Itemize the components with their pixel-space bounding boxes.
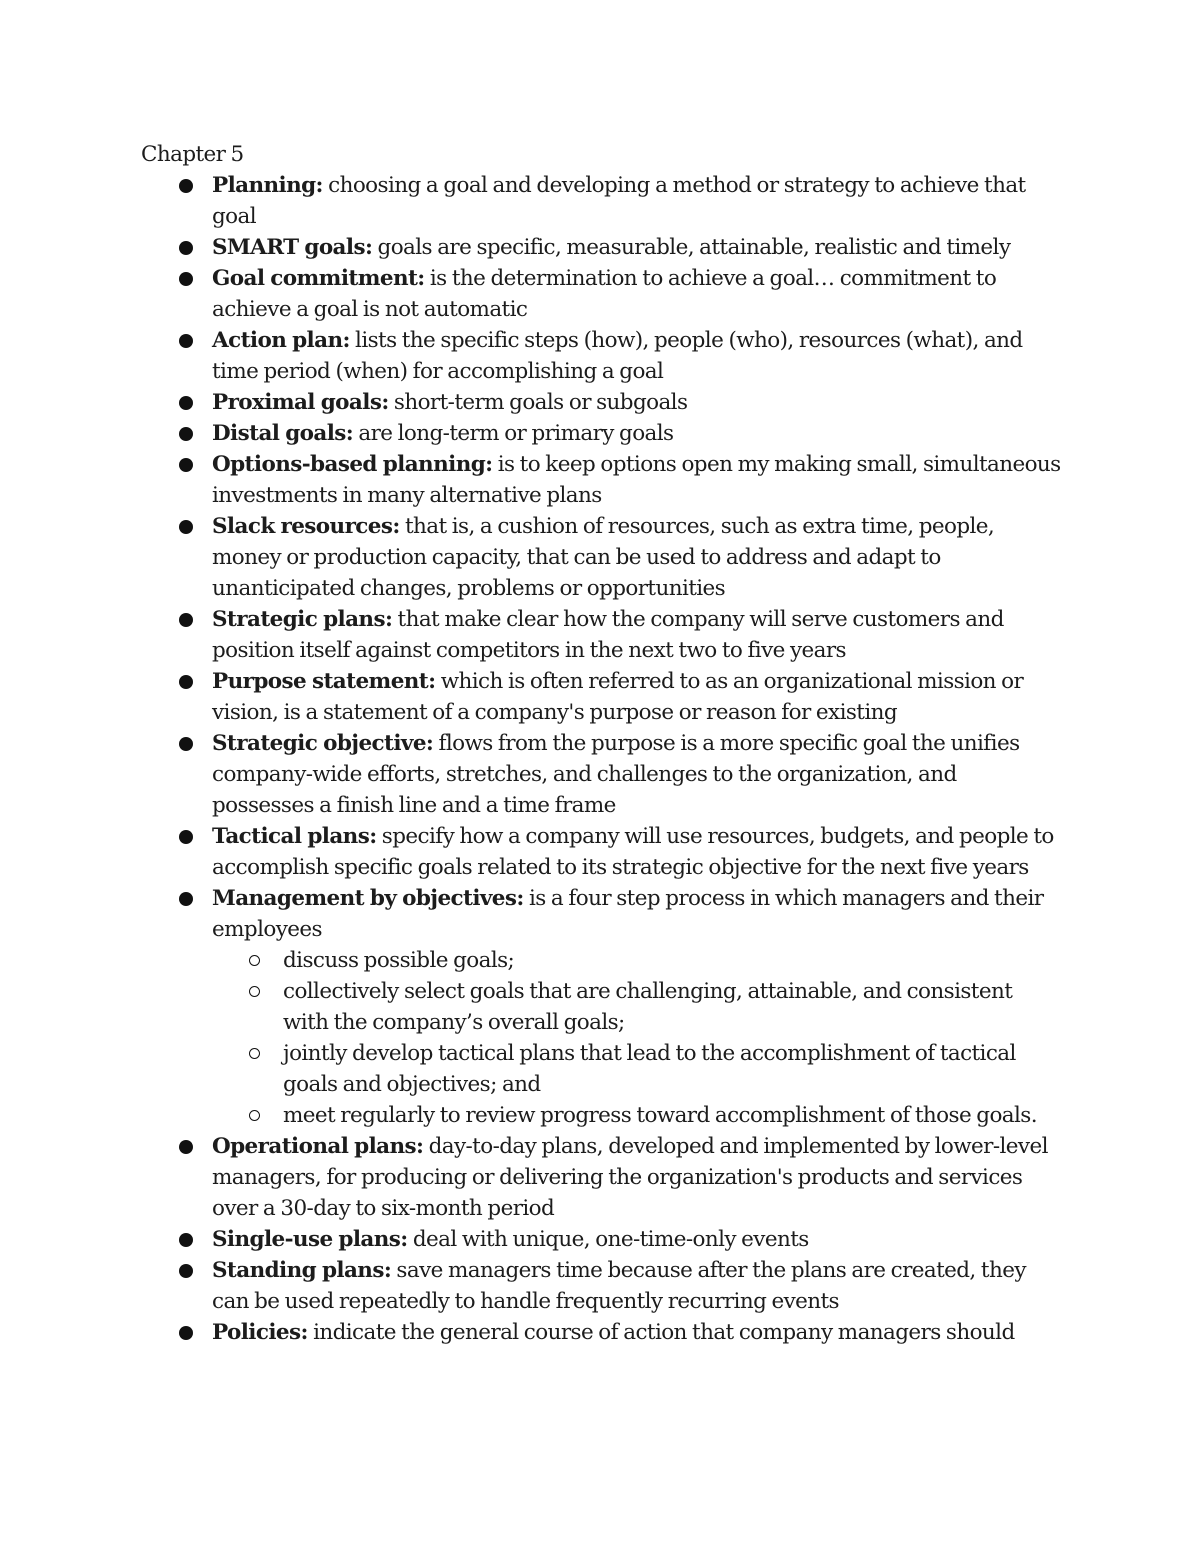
term-definition: goals are specific, measurable, attainable, realistic and timely (372, 235, 1011, 260)
sub-item-text: collectively select goals that are challenging, attainable, and consistent with the company’s overall goals; (283, 979, 1013, 1035)
term-definition: is a four step process in which managers and their employees (212, 886, 1044, 942)
term-label: Slack resources: (212, 514, 400, 539)
term-label: Planning: (212, 173, 323, 198)
list-item (141, 666, 1061, 728)
hollow-bullet-icon (249, 1110, 260, 1121)
term-definition: short-term goals or subgoals (388, 390, 688, 415)
term-definition: choosing a goal and developing a method or strategy to achieve that goal (212, 173, 1026, 229)
term-label: Distal goals: (212, 421, 354, 446)
term-label: Options-based planning: (212, 452, 493, 477)
term-definition: is the determination to achieve a goal… commitment to achieve a goal is not automatic (212, 266, 997, 322)
list-item (141, 325, 1061, 387)
sub-item-text: jointly develop tactical plans that lead to the accomplishment of tactical goals and objectives; and (283, 1041, 1016, 1097)
list-item (141, 1255, 1061, 1317)
bullet-icon (179, 241, 193, 255)
bullet-icon (179, 830, 193, 844)
term-label: Management by objectives: (212, 886, 524, 911)
term-label: Single-use plans: (212, 1227, 408, 1252)
term-definition: which is often referred to as an organizational mission or vision, is a statement of a company's purpose or reason for existing (212, 669, 1024, 725)
list-item (141, 883, 1061, 1131)
term-label: Goal commitment: (212, 266, 425, 291)
term-definition: lists the specific steps (how), people (who), resources (what), and time period (when) for accomplishing a goal (212, 328, 1023, 384)
term-definition: that is, a cushion of resources, such as extra time, people, money or production capacity, that can be used to address and adapt to unanticipated changes, problems or opportunities (212, 514, 995, 601)
list-item (141, 263, 1061, 325)
bullet-icon (179, 675, 193, 689)
term-label: Strategic objective: (212, 731, 434, 756)
mbo-steps-list (212, 945, 1061, 1131)
term-definition: is to keep options open my making small, simultaneous investments in many alternative plans (212, 452, 1061, 508)
list-item (141, 1317, 1061, 1348)
term-label: Proximal goals: (212, 390, 389, 415)
bullet-icon (179, 334, 193, 348)
list-item (141, 511, 1061, 604)
bullet-icon (179, 892, 193, 906)
list-item (141, 170, 1061, 232)
bullet-icon (179, 1326, 193, 1340)
bullet-icon (179, 520, 193, 534)
term-label: Standing plans: (212, 1258, 392, 1283)
list-item (141, 232, 1061, 263)
bullet-icon (179, 737, 193, 751)
hollow-bullet-icon (249, 1048, 260, 1059)
term-definition: specify how a company will use resources, budgets, and people to accomplish specific goals related to its strategic objective for the next five years (212, 824, 1054, 880)
term-definition: indicate the general course of action that company managers should (307, 1320, 1015, 1345)
bullet-icon (179, 179, 193, 193)
sub-list-item (212, 976, 1061, 1038)
bullet-icon (179, 396, 193, 410)
term-definition: that make clear how the company will serve customers and position itself against competitors in the next two to five years (212, 607, 1004, 663)
bullet-icon (179, 613, 193, 627)
bullet-icon (179, 272, 193, 286)
bullet-icon (179, 1264, 193, 1278)
list-item (141, 604, 1061, 666)
term-definition: deal with unique, one-time-only events (407, 1227, 809, 1252)
hollow-bullet-icon (249, 955, 260, 966)
bullet-icon (179, 1140, 193, 1154)
list-item (141, 418, 1061, 449)
term-label: Action plan: (212, 328, 350, 353)
sub-item-text: meet regularly to review progress toward accomplishment of those goals. (283, 1103, 1037, 1128)
sub-list-item (212, 945, 1061, 976)
bullet-icon (179, 458, 193, 472)
term-definition: flows from the purpose is a more specific goal the unifies company-wide efforts, stretches, and challenges to the organization, and possesses a finish line and a time frame (212, 731, 1020, 818)
document-content (141, 139, 1061, 1348)
list-item (141, 449, 1061, 511)
term-label: Strategic plans: (212, 607, 393, 632)
chapter-heading: Chapter 5 (141, 142, 244, 167)
term-label: Policies: (212, 1320, 308, 1345)
sub-list-item (212, 1100, 1061, 1131)
term-definition: day-to-day plans, developed and implemented by lower-level managers, for producing or delivering the organization's products and services over a 30-day to six-month period (212, 1134, 1048, 1221)
sub-item-text: discuss possible goals; (283, 948, 515, 973)
hollow-bullet-icon (249, 986, 260, 997)
list-item (141, 387, 1061, 418)
bullet-icon (179, 427, 193, 441)
term-label: Tactical plans: (212, 824, 377, 849)
bullet-icon (179, 1233, 193, 1247)
term-definition: save managers time because after the plans are created, they can be used repeatedly to handle frequently recurring events (212, 1258, 1026, 1314)
term-label: Purpose statement: (212, 669, 436, 694)
list-item (141, 728, 1061, 821)
term-label: Operational plans: (212, 1134, 424, 1159)
list-item (141, 1131, 1061, 1224)
sub-list-item (212, 1038, 1061, 1100)
term-label: SMART goals: (212, 235, 373, 260)
list-item (141, 1224, 1061, 1255)
term-definition: are long-term or primary goals (353, 421, 674, 446)
term-list (141, 170, 1061, 1348)
list-item (141, 821, 1061, 883)
